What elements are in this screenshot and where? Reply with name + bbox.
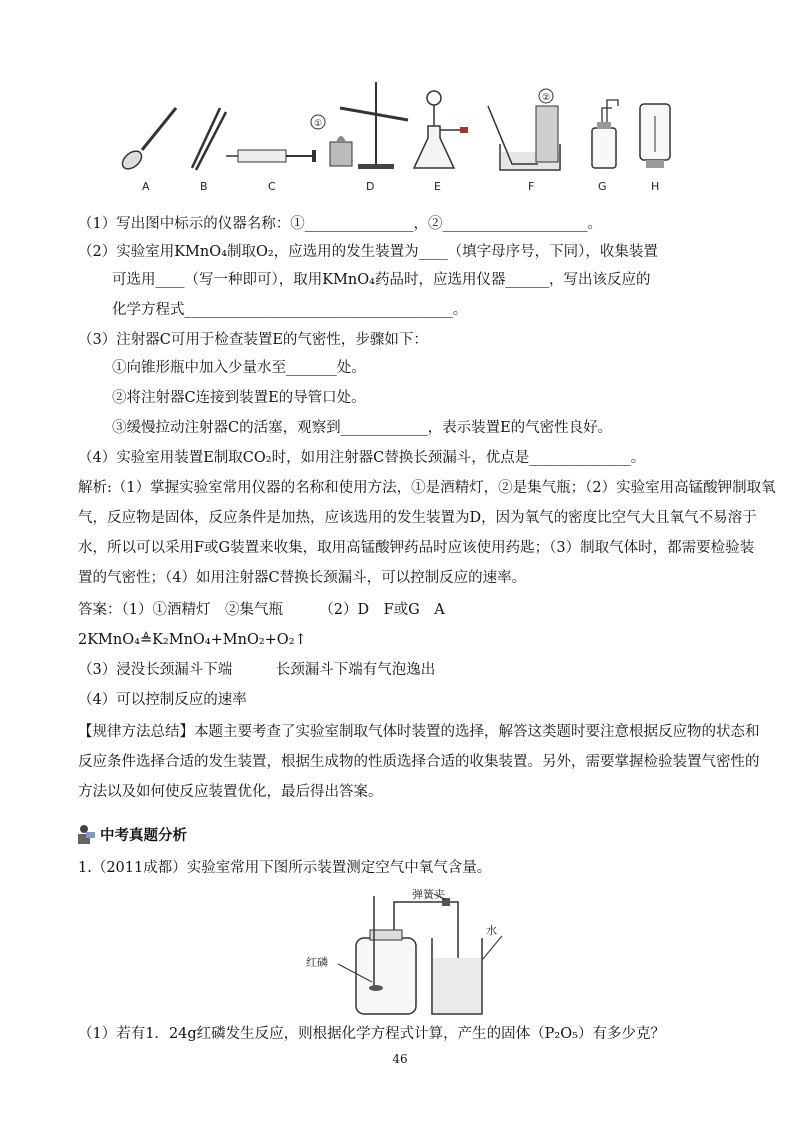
question-3: （3）注射器C可用于检查装置E的气密性，步骤如下： xyxy=(78,332,428,348)
analysis-line-3: 水，所以可以采用F或G装置来收集，取用高锰酸钾药品时应该使用药匙；（3）制取气体时，都需要检验装 xyxy=(78,540,755,556)
page-number: 46 xyxy=(392,1052,408,1066)
beaker-icon xyxy=(432,936,502,1014)
question-2-line-1: （2）实验室用KMnO₄制取O₂，应选用的发生装置为____（填字母序号，下同），收集装置 xyxy=(78,244,658,260)
heating-apparatus-icon xyxy=(311,82,408,169)
question-2-line-3: 化学方程式_____________________________________。 xyxy=(112,302,468,318)
label-d: D xyxy=(366,180,375,193)
water-label: 水 xyxy=(486,924,497,937)
teacher-icon xyxy=(72,823,96,847)
water-trough-icon xyxy=(488,89,560,170)
label-c: C xyxy=(268,180,276,193)
analysis-line-1: 解析:（1）掌握实验室常用仪器的名称和使用方法，①是酒精灯，②是集气瓶；（2）实验室用高锰酸钾制取氧 xyxy=(78,480,776,496)
problem-1: 1.（2011成都）实验室常用下图所示装置测定空气中氧气含量。 xyxy=(78,860,492,876)
answer-line-3: （3）浸没长颈漏斗下端 长颈漏斗下端有气泡逸出 xyxy=(78,662,436,678)
tweezers-icon xyxy=(192,108,226,170)
question-3-step-3: ③缓慢拉动注射器C的活塞，观察到____________，表示装置E的气密性良好。 xyxy=(112,420,613,436)
marker-1-label: ① xyxy=(314,119,323,129)
label-g: G xyxy=(598,180,607,193)
label-a: A xyxy=(142,180,150,193)
phosphorus-label: 红磷 xyxy=(306,956,328,969)
oxygen-measurement-figure xyxy=(296,888,526,1020)
label-b: B xyxy=(200,180,208,193)
label-e: E xyxy=(434,180,441,193)
question-2-line-2: 可选用____（写一种即可），取用KMnO₄药品时，应选用仪器______，写出该反应的 xyxy=(112,272,651,288)
section-title: 中考真题分析 xyxy=(100,827,187,844)
summary-line-2: 反应条件选择合适的发生装置，根据生成物的性质选择合适的收集装置。另外，需要掌握检验装置气密性的 xyxy=(78,754,760,770)
question-4: （4）实验室用装置E制取CO₂时，如用注射器C替换长颈漏斗，优点是______________。 xyxy=(78,450,646,466)
apparatus-figure xyxy=(108,78,688,196)
answer-line-1: 答案：（1）①酒精灯 ②集气瓶 （2）D F或G A xyxy=(78,602,445,618)
gas-bottle-g-icon xyxy=(592,100,618,168)
question-3-step-1: ①向锥形瓶中加入少量水至_______处。 xyxy=(112,360,366,376)
label-f: F xyxy=(528,180,535,193)
syringe-icon xyxy=(226,150,316,162)
analysis-line-4: 置的气密性；（4）如用注射器C替换长颈漏斗，可以控制反应的速率。 xyxy=(78,570,527,586)
gas-bottle-h-icon xyxy=(640,104,670,168)
question-3-step-2: ②将注射器C连接到装置E的导管口处。 xyxy=(112,390,366,406)
answer-equation: 2KMnO₄≜K₂MnO₄+MnO₂+O₂↑ xyxy=(78,632,307,648)
label-h: H xyxy=(651,180,660,193)
spoon-icon xyxy=(119,108,176,172)
clamp-label: 弹簧夹 xyxy=(412,888,445,901)
answer-line-4: （4）可以控制反应的速率 xyxy=(78,692,247,708)
question-1: （1）写出图中标示的仪器名称：①_______________，②____________________。 xyxy=(78,216,602,232)
summary-line-1: 【规律方法总结】本题主要考查了实验室制取气体时装置的选择，解答这类题时要注意根据反应物的状态和 xyxy=(78,724,760,740)
summary-line-3: 方法以及如何使反应装置优化，最后得出答案。 xyxy=(78,784,383,800)
analysis-line-2: 气，反应物是固体，反应条件是加热，应该选用的发生装置为D，因为氧气的密度比空气大且氧气不易溶于 xyxy=(78,510,757,526)
conical-flask-icon xyxy=(414,91,468,168)
problem-1-question-1: （1）若有1．24g红磷发生反应，则根据化学方程式计算，产生的固体（P₂O₅）有多少克？ xyxy=(78,1026,665,1042)
marker-2-label: ② xyxy=(542,93,551,103)
